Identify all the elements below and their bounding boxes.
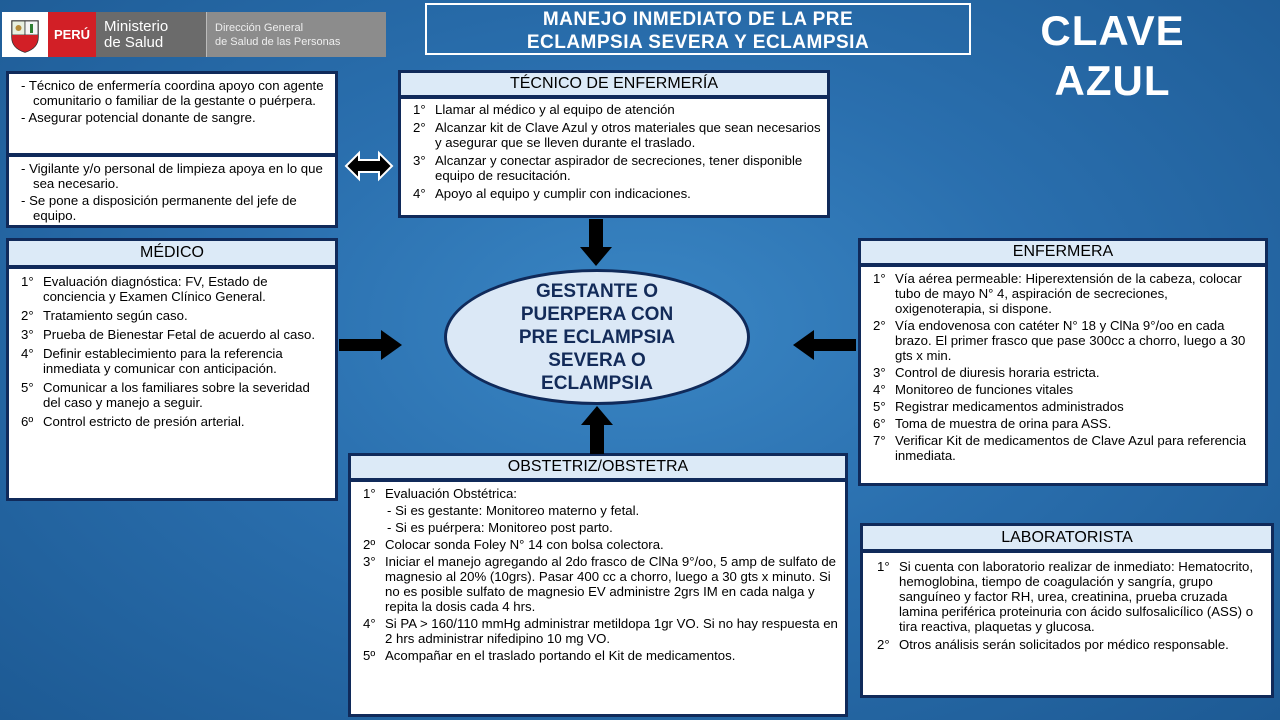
support-box-top [6, 71, 338, 156]
arrow-up-icon [580, 406, 614, 454]
support-item: - Se pone a disposición permanente del jefe de equipo. [21, 193, 297, 223]
list-item: 5º Acompañar en el traslado portando el Kit de medicamentos. [363, 648, 736, 663]
list-item: 3° Alcanzar y conectar aspirador de secreciones, tener disponible equipo de resucitación. [413, 153, 803, 183]
coat-of-arms-icon [2, 12, 48, 57]
medico-box [6, 266, 338, 501]
list-item: 2° Vía endovenosa con catéter N° 18 y ClNa 9°/oo en cada brazo. El primer frasco que pase 300cc a chorro, luego a 30 gts x min. [873, 318, 1246, 363]
list-item: 2° Alcanzar kit de Clave Azul y otros materiales que sean necesarios y asegurar que se lleven durante el traslado. [413, 120, 821, 150]
tecnico-box [398, 96, 830, 218]
list-subitem: - Si es puérpera: Monitoreo post parto. [387, 520, 613, 535]
list-item: 3° Control de diuresis horaria estricta. [873, 365, 1100, 380]
tecnico-header: TÉCNICO DE ENFERMERÍA [398, 70, 830, 98]
enfermera-box [858, 264, 1268, 486]
ministry-logo [2, 12, 386, 57]
list-item: 5° Comunicar a los familiares sobre la severidad del caso y manejo a seguir. [21, 380, 310, 410]
list-subitem: - Si es gestante: Monitoreo materno y fetal. [387, 503, 640, 518]
support-item: - Asegurar potencial donante de sangre. [21, 110, 256, 125]
peru-label: PERÚ [48, 12, 96, 57]
list-item: 4° Apoyo al equipo y cumplir con indicaciones. [413, 186, 691, 201]
list-item: 1° Llamar al médico y al equipo de atención [413, 102, 675, 117]
list-item: 1° Vía aérea permeable: Hiperextensión de la cabeza, colocar tubo de mayo N° 4, aspiración de secreciones, oxigenoterapia, si dispone. [873, 271, 1242, 316]
list-item: 2° Tratamiento según caso. [21, 308, 188, 323]
list-item: 1° Evaluación diagnóstica: FV, Estado de conciencia y Examen Clínico General. [21, 274, 268, 304]
list-item: 4° Si PA > 160/110 mmHg administrar metildopa 1gr VO. Si no hay respuesta en 2 hrs administrar nifedipino 10 mg VO. [363, 616, 838, 646]
list-item: 2° Otros análisis serán solicitados por médico responsable. [877, 637, 1229, 652]
obstetriz-box [348, 479, 848, 717]
list-item: 5° Registrar medicamentos administrados [873, 399, 1124, 414]
laboratorista-box [860, 550, 1274, 698]
list-item: 2º Colocar sonda Foley N° 14 con bolsa colectora. [363, 537, 664, 552]
support-box-bottom [6, 154, 338, 228]
list-item: 6º Control estricto de presión arterial. [21, 414, 245, 429]
list-item: 7° Verificar Kit de medicamentos de Clave Azul para referencia inmediata. [873, 433, 1247, 463]
list-item: 3° Prueba de Bienestar Fetal de acuerdo al caso. [21, 327, 315, 342]
list-item: 4° Definir establecimiento para la referencia inmediata y comunicar con anticipación. [21, 346, 283, 376]
ministry-name: Ministerio de Salud [96, 12, 206, 57]
arrow-down-icon [579, 219, 613, 267]
list-item: 1° Si cuenta con laboratorio realizar de inmediato: Hematocrito, hemoglobina, tiempo de coagulación y sangría, grupo sanguíneo y factor RH, urea, creatinina, prueba cruzada lamina periférica proteinuria con ácido sulfosalicílico (ASS) o tira reactiva, plaquetas y glucosa. [877, 559, 1254, 634]
arrow-left-icon [792, 330, 856, 360]
list-item: 6° Toma de muestra de orina para ASS. [873, 416, 1112, 431]
arrow-right-icon [339, 330, 403, 360]
page-title: MANEJO INMEDIATO DE LA PRE ECLAMPSIA SEVERA Y ECLAMPSIA [425, 3, 971, 55]
medico-header: MÉDICO [6, 238, 338, 268]
list-item: 3° Iniciar el manejo agregando al 2do frasco de ClNa 9°/oo, 5 amp de sulfato de magnesio al 20% (10grs). Pasar 400 cc a chorro, luego a 30 gts x minuto. Si no es posible sulfato de magnesio EV administre 2grs IM en cada nalga y repita la dosis cada 4 hrs. [363, 554, 836, 614]
double-arrow-icon [344, 150, 394, 182]
direction-name: Dirección General de Salud de las Personas [206, 12, 386, 57]
enfermera-header: ENFERMERA [858, 238, 1268, 266]
list-item: 4° Monitoreo de funciones vitales [873, 382, 1074, 397]
patient-center-node: GESTANTE O PUERPERA CON PRE ECLAMPSIA SEVERA O ECLAMPSIA [444, 269, 750, 405]
support-item: - Técnico de enfermería coordina apoyo con agente comunitario o familiar de la gestante o puérpera. [21, 78, 324, 108]
obstetriz-header: OBSTETRIZ/OBSTETRA [348, 453, 848, 481]
code-label: CLAVE AZUL [1040, 7, 1185, 104]
list-item: 1° Evaluación Obstétrica: [363, 486, 517, 501]
laboratorista-header: LABORATORISTA [860, 523, 1274, 552]
support-item: - Vigilante y/o personal de limpieza apoya en lo que sea necesario. [21, 161, 323, 191]
